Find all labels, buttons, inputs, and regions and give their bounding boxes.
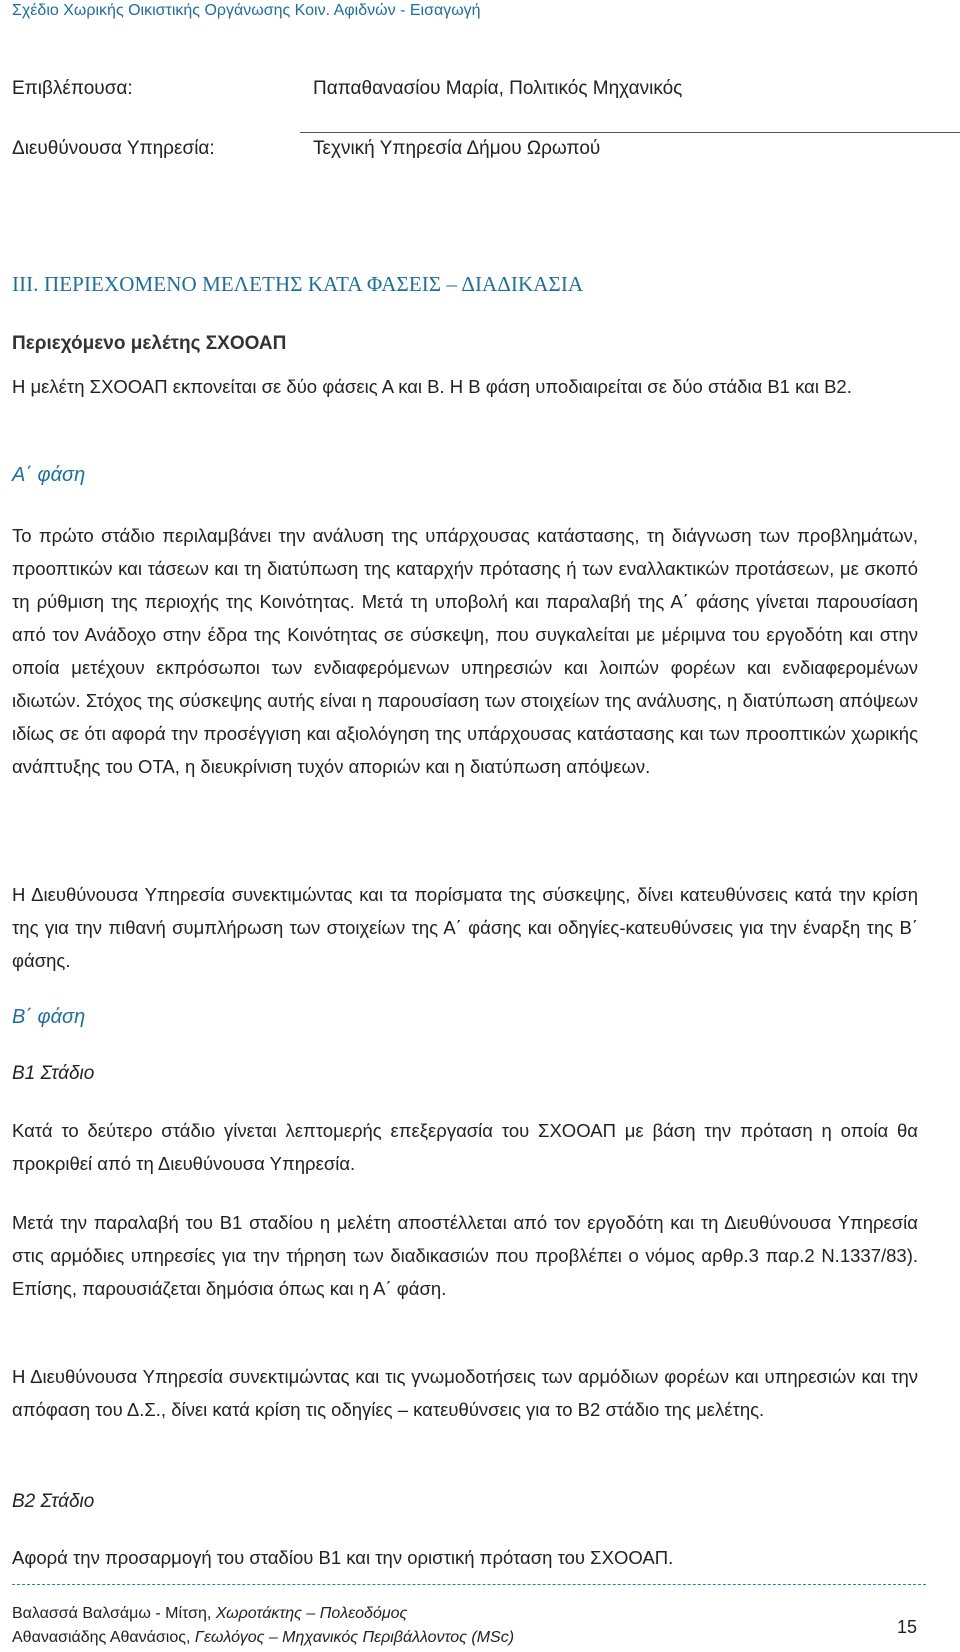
phase-b-heading: Β΄ φάση [12, 1006, 86, 1028]
info-divider [300, 132, 960, 133]
phase-a-paragraph-2: Η Διευθύνουσα Υπηρεσία συνεκτιμώντας και τα πορίσματα της σύσκεψης, δίνει κατευθύνσεις κατά την κρίση της για την πιθανή συμπλήρωση των στοιχείων της Α΄ φάσης και οδηγίες-κατευθύνσεις για την έναρξη της Β΄ φάσης. [12, 884, 918, 971]
directorate-row [0, 138, 960, 162]
phase-a-heading: Α΄ φάση [12, 464, 86, 486]
footer-author-2-role: Γεωλόγος – Μηχανικός Περιβάλλοντος (MSc) [194, 1629, 515, 1646]
section-heading: III. ΠΕΡΙΕΧΟΜΕΝΟ ΜΕΛΕΤΗΣ ΚΑΤΑ ΦΑΣΕΙΣ – ΔΙΑΔΙΚΑΣΙΑ [12, 272, 584, 296]
section-subheading: Περιεχόμενο μελέτης ΣΧΟΟΑΠ [12, 333, 287, 354]
footer-author-2 [12, 1629, 514, 1647]
phase-b-paragraph-4: Αφορά την προσαρμογή του σταδίου Β1 και την οριστική πρόταση του ΣΧΟΟΑΠ. [12, 1547, 674, 1568]
supervisor-value: Παπαθανασίου Μαρία, Πολιτικός Μηχανικός [313, 78, 683, 99]
directorate-value: Τεχνική Υπηρεσία Δήμου Ωρωπού [313, 138, 601, 159]
intro-paragraph: Η μελέτη ΣΧΟΟΑΠ εκπονείται σε δύο φάσεις Α και Β. Η Β φάση υποδιαιρείται σε δύο στάδια Β1 και Β2. [12, 376, 852, 397]
supervisor-label: Επιβλέπουσα: [12, 78, 133, 99]
phase-b-paragraph-1: Κατά το δεύτερο στάδιο γίνεται λεπτομερής επεξεργασία του ΣΧΟΟΑΠ με βάση την πρόταση η οποία θα προκριθεί από τη Διευθύνουσα Υπηρεσία. [12, 1120, 918, 1174]
running-header: Σχέδιο Χωρικής Οικιστικής Οργάνωσης Κοιν. Αφιδνών - Εισαγωγή [12, 2, 481, 19]
footer-author-2-name: Αθανασιάδης Αθανάσιος, [12, 1629, 195, 1646]
directorate-label: Διευθύνουσα Υπηρεσία: [12, 138, 215, 159]
stage-b2-heading: Β2 Στάδιο [12, 1491, 95, 1512]
supervisor-row [0, 78, 960, 102]
phase-a-paragraph-1: Το πρώτο στάδιο περιλαμβάνει την ανάλυση της υπάρχουσας κατάστασης, τη διάγνωση των προβλημάτων, προοπτικών και τάσεων και τη διατύπωση της καταρχήν πρότασης ή των εναλλακτικών προτάσεων, με σκοπό τη ρύθμιση της περιοχής της Κοινότητας. Μετά τη υποβολή και παραλαβή της Α΄ φάσης γίνεται παρουσίαση από τον Ανάδοχο στην έδρα της Κοινότητας σε σύσκεψη, που συγκαλείται με μέριμνα του εργοδότη και στην οποία μετέχουν εκπρόσωποι των ενδιαφερόμενων υπηρεσιών και λοιπών φορέων και ενδιαφερομένων ιδιωτών. Στόχος της σύσκεψης αυτής είναι η παρουσίαση των στοιχείων της ανάλυσης, η διατύπωση απόψεων ιδίως σε ότι αφορά την προσέγγιση και αξιολόγηση της υπάρχουσας κατάστασης και των προοπτικών χωρικής ανάπτυξης του ΟΤΑ, η διευκρίνιση τυχόν αποριών και η διατύπωση απόψεων. [12, 525, 918, 777]
stage-b1-heading: Β1 Στάδιο [12, 1063, 95, 1084]
phase-b-paragraph-3: Η Διευθύνουσα Υπηρεσία συνεκτιμώντας και τις γνωμοδοτήσεις των αρμόδιων φορέων και υπηρεσιών και την απόφαση του Δ.Σ., δίνει κατά κρίση τις οδηγίες – κατευθύνσεις για το Β2 στάδιο της μελέτης. [12, 1366, 918, 1420]
footer-author-1-role: Χωροτάκτης – Πολεοδόμος [215, 1605, 408, 1622]
footer-author-1 [12, 1605, 407, 1623]
page-number: 15 [897, 1617, 918, 1637]
footer-divider [12, 1584, 926, 1585]
footer-author-1-name: Βαλασσά Βαλσάμω - Μίτση, [12, 1605, 216, 1622]
phase-b-paragraph-2: Μετά την παραλαβή του Β1 σταδίου η μελέτη αποστέλλεται από τον εργοδότη και τη Διευθύνουσα Υπηρεσία στις αρμόδιες υπηρεσίες για την τήρηση των διαδικασιών που προβλέπει ο νόμος αρθρ.3 παρ.2 Ν.1337/83). Επίσης, παρουσιάζεται δημόσια όπως και η Α΄ φάση. [12, 1212, 918, 1299]
